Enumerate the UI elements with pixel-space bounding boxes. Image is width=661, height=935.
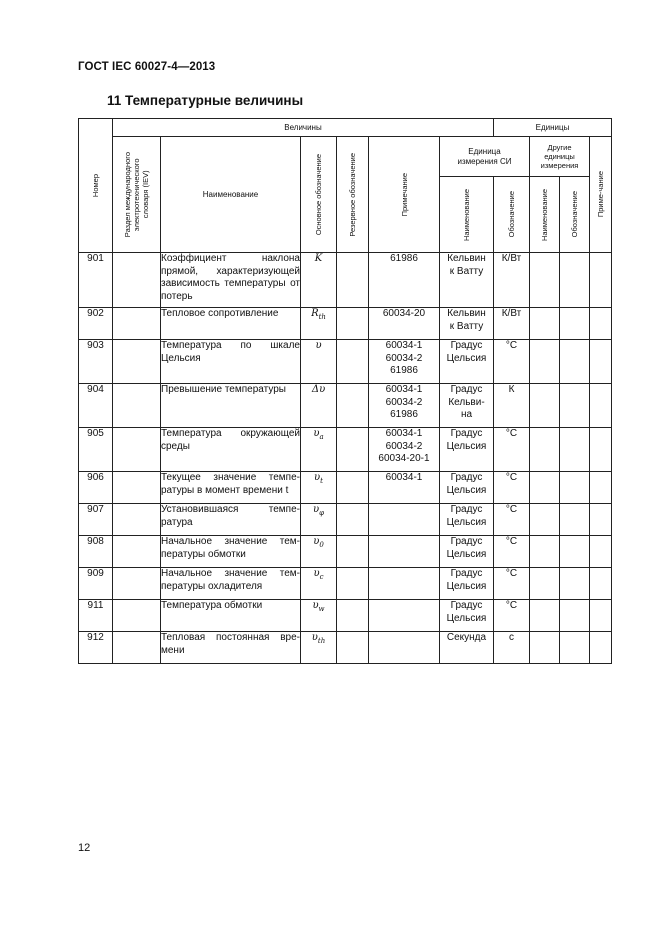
row-other-unit-name	[530, 536, 560, 568]
row-main-symbol	[301, 308, 337, 340]
symbol-subscript: c	[319, 573, 324, 581]
table-row	[79, 253, 612, 308]
header-units-note: Приме-чание	[590, 137, 612, 253]
row-iev-section	[113, 340, 161, 384]
header-iev-section: Раздел международного электротехнического словаря (IEV)	[113, 137, 161, 253]
row-iev-section	[113, 536, 161, 568]
row-other-unit-symbol	[560, 472, 590, 504]
row-note: 60034-20	[369, 308, 440, 340]
header-other-symbol: Обозначение	[560, 177, 590, 253]
table-row	[79, 428, 612, 472]
row-number: 906	[79, 472, 113, 504]
header-si-symbol: Обозначение	[494, 177, 530, 253]
row-si-unit-name: Градус Цельсия	[440, 428, 494, 472]
row-other-unit-name	[530, 504, 560, 536]
table-row	[79, 472, 612, 504]
row-unit-note	[590, 472, 612, 504]
row-main-symbol	[301, 472, 337, 504]
row-number: 901	[79, 253, 113, 308]
row-si-unit-name: Градус Цельсия	[440, 568, 494, 600]
row-unit-note	[590, 340, 612, 384]
row-other-unit-symbol	[560, 340, 590, 384]
row-number: 909	[79, 568, 113, 600]
symbol-subscript: w	[318, 605, 325, 613]
header-other-units: Другие единицы измерения	[530, 137, 590, 177]
row-number: 907	[79, 504, 113, 536]
row-other-unit-symbol	[560, 632, 590, 664]
symbol-main: R	[311, 308, 319, 319]
row-main-symbol	[301, 253, 337, 308]
row-name: Превышение температуры	[161, 384, 301, 428]
row-reserve-symbol	[337, 253, 369, 308]
row-si-unit-symbol: К	[494, 384, 530, 428]
row-unit-note	[590, 428, 612, 472]
row-note	[369, 600, 440, 632]
symbol-subscript: 0	[319, 541, 324, 549]
row-reserve-symbol	[337, 504, 369, 536]
row-si-unit-name: Градус Цельсия	[440, 472, 494, 504]
row-number: 908	[79, 536, 113, 568]
row-reserve-symbol	[337, 536, 369, 568]
symbol-subscript: a	[319, 433, 324, 441]
symbol-main: υ	[313, 536, 320, 547]
table-row	[79, 384, 612, 428]
row-iev-section	[113, 253, 161, 308]
symbol-subscript: φ	[319, 509, 324, 517]
row-number: 905	[79, 428, 113, 472]
row-number: 911	[79, 600, 113, 632]
row-other-unit-name	[530, 632, 560, 664]
row-other-unit-name	[530, 568, 560, 600]
symbol-main: K	[314, 253, 323, 264]
row-name: Начальное значение тем-пературы охладителя	[161, 568, 301, 600]
row-si-unit-symbol: К/Вт	[494, 253, 530, 308]
row-name: Установившаяся темпе-ратура	[161, 504, 301, 536]
table-row	[79, 568, 612, 600]
row-other-unit-symbol	[560, 504, 590, 536]
symbol-subscript: th	[317, 637, 326, 645]
row-iev-section	[113, 308, 161, 340]
row-si-unit-symbol: К/Вт	[494, 308, 530, 340]
row-reserve-symbol	[337, 568, 369, 600]
row-name: Тепловое сопротивление	[161, 308, 301, 340]
row-main-symbol	[301, 536, 337, 568]
header-note: Примечание	[369, 137, 440, 253]
row-number: 912	[79, 632, 113, 664]
row-other-unit-name	[530, 472, 560, 504]
row-si-unit-name: Градус Кельви- на	[440, 384, 494, 428]
row-note: 61986	[369, 253, 440, 308]
row-unit-note	[590, 504, 612, 536]
row-main-symbol	[301, 568, 337, 600]
row-main-symbol	[301, 632, 337, 664]
row-note: 60034-1 60034-2 61986	[369, 340, 440, 384]
table-row	[79, 536, 612, 568]
section-title: 11 Температурные величины	[107, 93, 304, 108]
row-reserve-symbol	[337, 384, 369, 428]
temperature-quantities-table	[78, 118, 612, 664]
row-iev-section	[113, 568, 161, 600]
row-number: 903	[79, 340, 113, 384]
row-iev-section	[113, 600, 161, 632]
row-note	[369, 504, 440, 536]
row-other-unit-symbol	[560, 568, 590, 600]
header-main-symbol: Основное обозначение	[301, 137, 337, 253]
table-row	[79, 340, 612, 384]
row-reserve-symbol	[337, 308, 369, 340]
document-code: ГОСТ IEC 60027-4—2013	[78, 61, 216, 73]
row-si-unit-symbol: °C	[494, 568, 530, 600]
header-si-name: Наименование	[440, 177, 494, 253]
header-reserve-symbol: Резервное обозначение	[337, 137, 369, 253]
row-reserve-symbol	[337, 340, 369, 384]
table-row	[79, 632, 612, 664]
row-number: 904	[79, 384, 113, 428]
row-name: Температура по шкале Цельсия	[161, 340, 301, 384]
row-iev-section	[113, 384, 161, 428]
row-main-symbol	[301, 504, 337, 536]
row-name: Текущее значение темпе-ратуры в момент времени t	[161, 472, 301, 504]
table-row	[79, 600, 612, 632]
symbol-main: Δυ	[311, 384, 326, 395]
row-si-unit-symbol: °C	[494, 428, 530, 472]
header-quantities: Величины	[113, 119, 494, 137]
row-unit-note	[590, 632, 612, 664]
row-other-unit-symbol	[560, 384, 590, 428]
header-name: Наименование	[161, 137, 301, 253]
row-si-unit-symbol: °C	[494, 472, 530, 504]
symbol-subscript: th	[318, 313, 326, 321]
row-other-unit-symbol	[560, 253, 590, 308]
header-units: Единицы	[494, 119, 612, 137]
row-si-unit-symbol: °C	[494, 536, 530, 568]
symbol-main: υ	[315, 340, 322, 351]
symbol-main: υ	[314, 472, 321, 483]
table-row	[79, 504, 612, 536]
row-iev-section	[113, 472, 161, 504]
row-si-unit-symbol: с	[494, 632, 530, 664]
row-note	[369, 536, 440, 568]
symbol-main: υ	[311, 632, 318, 643]
row-unit-note	[590, 384, 612, 428]
symbol-main: υ	[313, 504, 320, 515]
row-name: Коэффициент наклона прямой, характеризующей зависимость температуры от потерь	[161, 253, 301, 308]
symbol-main: υ	[312, 600, 319, 611]
table-row	[79, 308, 612, 340]
row-unit-note	[590, 308, 612, 340]
row-other-unit-symbol	[560, 308, 590, 340]
row-reserve-symbol	[337, 632, 369, 664]
page-number: 12	[78, 842, 91, 854]
row-iev-section	[113, 504, 161, 536]
header-si-unit: Единица измерения СИ	[440, 137, 530, 177]
row-name: Температура окружающей среды	[161, 428, 301, 472]
row-iev-section	[113, 632, 161, 664]
row-other-unit-name	[530, 340, 560, 384]
symbol-main: υ	[313, 428, 320, 439]
header-other-name: Наименование	[530, 177, 560, 253]
row-other-unit-name	[530, 308, 560, 340]
row-si-unit-name: Кельвин к Ватту	[440, 253, 494, 308]
row-unit-note	[590, 600, 612, 632]
row-si-unit-name: Кельвин к Ватту	[440, 308, 494, 340]
row-note: 60034-1	[369, 472, 440, 504]
row-unit-note	[590, 536, 612, 568]
row-other-unit-name	[530, 384, 560, 428]
row-si-unit-symbol: °C	[494, 600, 530, 632]
row-name: Тепловая постоянная вре-мени	[161, 632, 301, 664]
row-other-unit-name	[530, 600, 560, 632]
row-si-unit-name: Секунда	[440, 632, 494, 664]
row-reserve-symbol	[337, 472, 369, 504]
row-note: 60034-1 60034-2 61986	[369, 384, 440, 428]
row-note	[369, 632, 440, 664]
row-note	[369, 568, 440, 600]
row-main-symbol	[301, 428, 337, 472]
row-si-unit-name: Градус Цельсия	[440, 340, 494, 384]
row-iev-section	[113, 428, 161, 472]
row-si-unit-name: Градус Цельсия	[440, 600, 494, 632]
row-note: 60034-1 60034-2 60034-20-1	[369, 428, 440, 472]
row-name: Температура обмотки	[161, 600, 301, 632]
row-other-unit-name	[530, 428, 560, 472]
row-other-unit-symbol	[560, 536, 590, 568]
row-other-unit-symbol	[560, 600, 590, 632]
row-si-unit-symbol: °C	[494, 340, 530, 384]
row-other-unit-name	[530, 253, 560, 308]
row-name: Начальное значение тем-пературы обмотки	[161, 536, 301, 568]
row-si-unit-symbol: °C	[494, 504, 530, 536]
symbol-subscript: t	[320, 477, 323, 485]
row-other-unit-symbol	[560, 428, 590, 472]
row-unit-note	[590, 253, 612, 308]
row-reserve-symbol	[337, 600, 369, 632]
row-unit-note	[590, 568, 612, 600]
row-main-symbol	[301, 384, 337, 428]
row-si-unit-name: Градус Цельсия	[440, 536, 494, 568]
symbol-main: υ	[313, 568, 320, 579]
row-main-symbol	[301, 340, 337, 384]
header-number: Номер	[79, 119, 113, 253]
row-si-unit-name: Градус Цельсия	[440, 504, 494, 536]
row-number: 902	[79, 308, 113, 340]
row-main-symbol	[301, 600, 337, 632]
row-reserve-symbol	[337, 428, 369, 472]
